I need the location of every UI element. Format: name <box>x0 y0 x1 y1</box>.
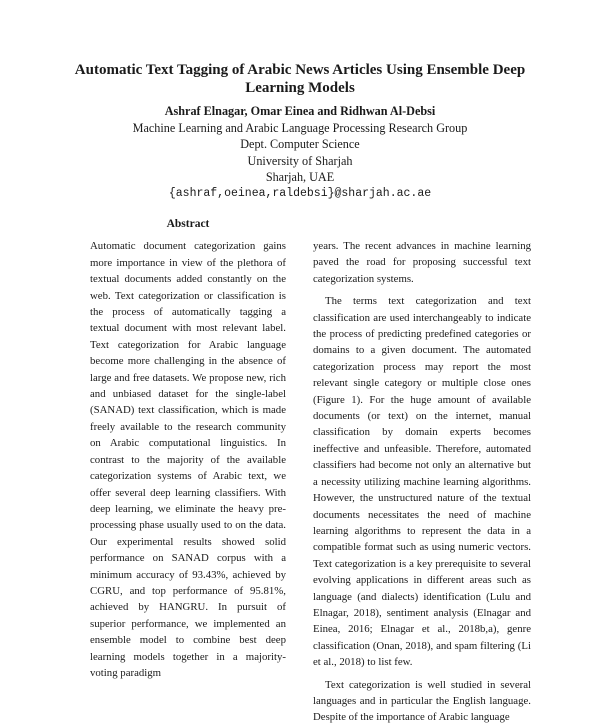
right-column <box>313 238 531 726</box>
abstract-heading: Abstract <box>166 218 210 230</box>
author-names: Ashraf Elnagar, Omar Einea and Ridhwan Al-Debsi <box>164 104 436 118</box>
body-paragraph: Text categorization is well studied in several languages and in particular the English language. Despite of the importance of Arabic language <box>313 678 531 724</box>
paper-title: Automatic Text Tagging of Arabic News Articles Using Ensemble Deep Learning Models <box>74 62 526 96</box>
affiliation-line: Sharjah, UAE <box>265 170 335 184</box>
body-paragraph: The terms text categorization and text classification are used interchangeably to indicate the process of predicting predefined categories or domains to a given document. The automated categorization process may report the most relevant single category or multiple close ones (Figure 1). For the huge amount of available documents (or text) on the internet, manual classification by domain experts becomes ineffective and unfeasible. Therefore, automated classifiers had become not only an alternative but a necessity utilizing machine learning algorithms. However, the unstructured nature of the textual documents necessitates the need of machine learning algorithms to represent the data in a compatible format such as using numeric vectors. Text categorization is a key prerequisite to several evolving applications in different areas such as language (and dialects) identification (Lulu and Elnagar, 2018), sentiment analysis (Elnagar and Einea, 2016; Elnagar et al., 2018b,a), genre classification (Onan, 2018), and spam filtering (Li et al., 2018) to list few. <box>313 295 531 669</box>
affiliation-line: Machine Learning and Arabic Language Processing Research Group <box>132 120 468 135</box>
body-paragraph: years. The recent advances in machine learning paved the road for proposing successful text categorization systems. <box>313 240 531 285</box>
left-column <box>90 216 286 681</box>
affiliation-line: Dept. Computer Science <box>240 137 360 151</box>
affiliation-line: University of Sharjah <box>247 153 353 168</box>
abstract-text: Automatic document categorization gains more importance in view of the plethora of textual documents added constantly on the web. Text categorization or classification is the process of automatically tagging a textual document with most relevant label. Text categorization for Arabic language become more challenging in the absence of large and free datasets. We propose new, rich and unbiased dataset for the single-label (SANAD) text classification, which is made freely available to the research community on Arabic computational linguistics. In contrast to the majority of the available categorization systems of Arabic text, we offer several deep learning classifiers. With deep learning, we eliminate the heavy pre-processing phase usually used to on the data. Our experimental results showed solid performance on SANAD corpus with a minimum accuracy of 93.43%, achieved by CGRU, and top performance of 95.81%, achieved by HANGRU. In pursuit of superior performance, we implemented an ensemble model to combine best deep learning models together in a majority-voting paradigm <box>90 240 286 679</box>
author-block <box>60 103 540 202</box>
author-emails: {ashraf,oeinea,raldebsi}@sharjah.ac.ae <box>168 186 432 200</box>
